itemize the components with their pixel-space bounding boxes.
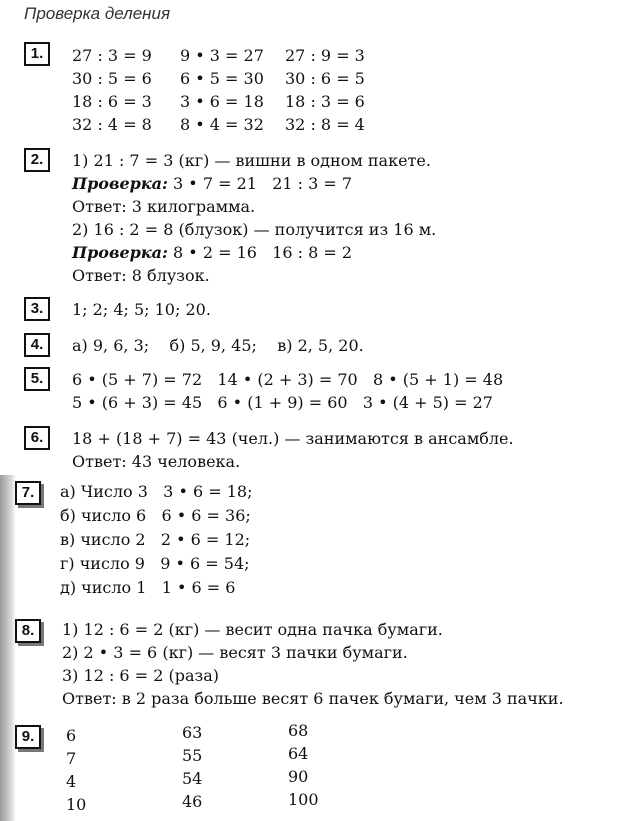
t6-line-1: 18 + (18 + 7) = 43 (чел.) — занимаются в ансамбле. — [72, 429, 514, 448]
t9-c3-3: 100 — [288, 790, 319, 809]
t2-line-1: 1) 21 : 7 = 3 (кг) — вишни в одном пакете. — [72, 151, 431, 170]
t4-text: а) 9, 6, 3; б) 5, 9, 45; в) 2, 5, 20. — [72, 336, 364, 355]
t1-r1-c1: 6 • 5 = 30 — [180, 69, 264, 88]
t9-c3-2: 90 — [288, 767, 309, 786]
t9-c2-0: 63 — [182, 723, 203, 742]
t1-r2-c2: 18 : 3 = 6 — [285, 92, 365, 111]
task-7-number: 7. — [15, 481, 41, 505]
t9-c2-1: 55 — [182, 746, 203, 765]
t2-check-1 — [72, 174, 352, 194]
t9-c3-0: 68 — [288, 721, 309, 740]
page-margin-strip — [0, 475, 16, 821]
t2-check-1-text: 3 • 7 = 21 21 : 3 = 7 — [167, 174, 353, 193]
task-9-number: 9. — [15, 725, 41, 749]
t1-r1-c2: 30 : 6 = 5 — [285, 69, 365, 88]
t7-line-a: а) Число 3 3 • 6 = 18; — [60, 482, 253, 501]
t2-line-2: 2) 16 : 2 = 8 (блузок) — получится из 16 м. — [72, 220, 437, 239]
t7-line-b: б) число 6 6 • 6 = 36; — [60, 506, 251, 525]
t9-c3-1: 64 — [288, 744, 309, 763]
task-2-number: 2. — [24, 148, 50, 172]
t8-line-3: 3) 12 : 6 = 2 (раза) — [62, 666, 219, 685]
task-3-number: 3. — [24, 297, 50, 321]
t2-check-1-label: Проверка: — [72, 174, 168, 193]
t8-line-2: 2) 2 • 3 = 6 (кг) — весят 3 пачки бумаги. — [62, 643, 408, 662]
task-8-number: 8. — [15, 619, 41, 643]
t3-text: 1; 2; 4; 5; 10; 20. — [72, 300, 211, 319]
t1-r3-c0: 32 : 4 = 8 — [72, 115, 152, 134]
t9-c1-3: 10 — [66, 795, 87, 814]
t1-r2-c0: 18 : 6 = 3 — [72, 92, 152, 111]
t9-c1-0: 6 — [66, 726, 77, 745]
t2-check-2-text: 8 • 2 = 16 16 : 8 = 2 — [167, 243, 353, 262]
t8-answer: Ответ: в 2 раза больше весят 6 пачек бумаги, чем 3 пачки. — [62, 689, 564, 708]
t2-answer-1: Ответ: 3 килограмма. — [72, 197, 256, 216]
t1-r3-c1: 8 • 4 = 32 — [180, 115, 264, 134]
t7-line-d: д) число 1 1 • 6 = 6 — [60, 578, 236, 597]
task-1-number: 1. — [24, 42, 50, 66]
t1-r3-c2: 32 : 8 = 4 — [285, 115, 365, 134]
task-6-number: 6. — [24, 426, 50, 450]
t9-c2-3: 46 — [182, 792, 203, 811]
t5-line-1: 6 • (5 + 7) = 72 14 • (2 + 3) = 70 8 • (5 + 1) = 48 — [72, 370, 504, 389]
t1-r0-c0: 27 : 3 = 9 — [72, 46, 152, 65]
t9-c1-1: 7 — [66, 749, 77, 768]
t7-line-v: в) число 2 2 • 6 = 12; — [60, 530, 251, 549]
t1-r0-c1: 9 • 3 = 27 — [180, 46, 264, 65]
t9-c1-2: 4 — [66, 772, 77, 791]
t2-check-2-label: Проверка: — [72, 243, 168, 262]
t9-c2-2: 54 — [182, 769, 203, 788]
t2-check-2 — [72, 243, 352, 263]
task-4-number: 4. — [24, 333, 50, 357]
t8-line-1: 1) 12 : 6 = 2 (кг) — весит одна пачка бумаги. — [62, 620, 443, 639]
t1-r1-c0: 30 : 5 = 6 — [72, 69, 152, 88]
t6-line-2: Ответ: 43 человека. — [72, 452, 241, 471]
t5-line-2: 5 • (6 + 3) = 45 6 • (1 + 9) = 60 3 • (4 + 5) = 27 — [72, 393, 493, 412]
t7-line-g: г) число 9 9 • 6 = 54; — [60, 554, 250, 573]
t1-r0-c2: 27 : 9 = 3 — [285, 46, 365, 65]
page-title: Проверка деления — [24, 4, 171, 23]
t1-r2-c1: 3 • 6 = 18 — [180, 92, 264, 111]
task-5-number: 5. — [24, 367, 50, 391]
t2-answer-2: Ответ: 8 блузок. — [72, 266, 210, 285]
